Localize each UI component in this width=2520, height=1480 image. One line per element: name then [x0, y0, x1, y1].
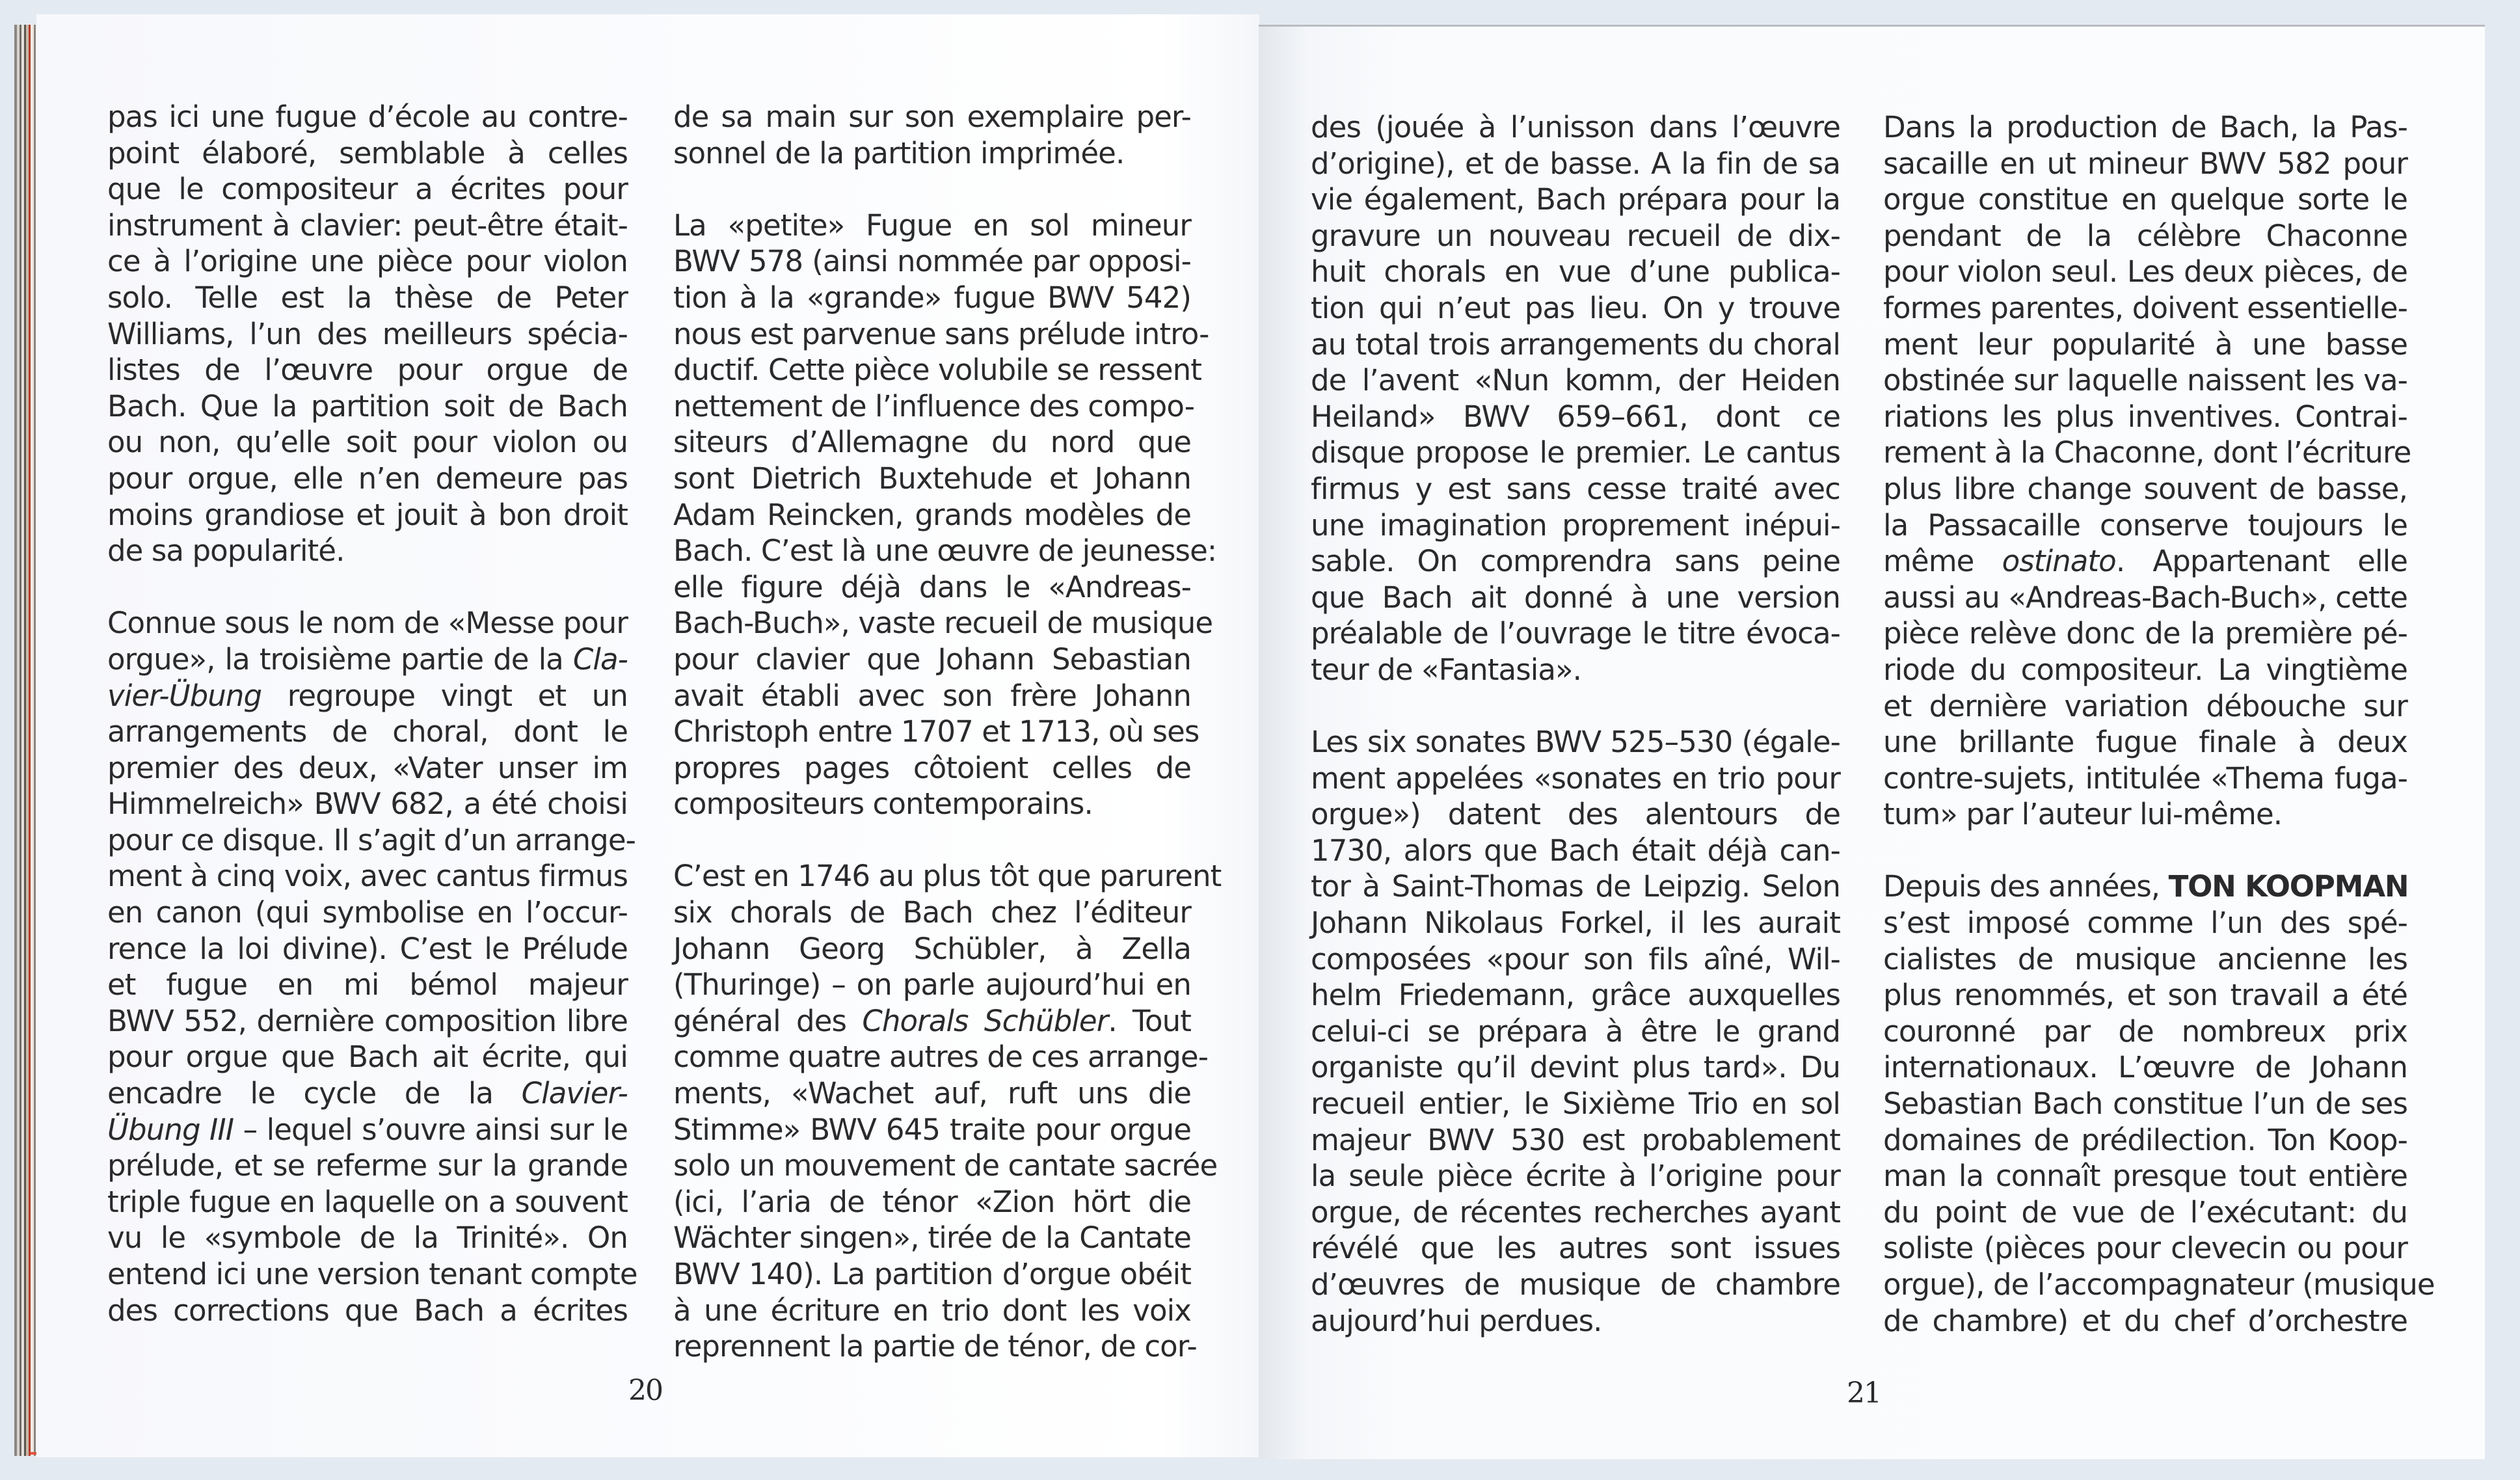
text-line: sacaille en ut mineur BWV 582 pour [1883, 146, 2407, 181]
right-page-column-1 [1311, 109, 1840, 1339]
text-line: une brillante fugue finale à deux [1883, 725, 2407, 760]
text-line: contre-sujets, intitulée «Thema fuga- [1883, 760, 2407, 796]
text-line: la seule pièce écrite à l’origine pour [1311, 1159, 1840, 1194]
italic-title: Übung III [107, 1112, 234, 1147]
text-line: de sa popularité. [107, 533, 345, 569]
text-line: général des Chorals Schübler. Tout [673, 1003, 1191, 1038]
text-line: orgue constitue en quelque sorte le [1883, 182, 2407, 217]
text-line: riode du compositeur. La vingtième [1883, 652, 2407, 687]
bold-name: TON KOOPMAN [2168, 869, 2409, 904]
text-line: des (jouée à l’unisson dans l’œuvre [1311, 110, 1840, 144]
text-line: en canon (qui symbolise en l’occur- [107, 895, 628, 930]
text-line: sont Dietrich Buxtehude et Johann [673, 461, 1191, 496]
text-line: elle figure déjà dans le «Andreas- [673, 569, 1191, 604]
text-line: encadre le cycle de la Clavier- [107, 1076, 628, 1111]
text-line: siteurs d’Allemagne du nord que [673, 425, 1191, 460]
paragraph-gap [1311, 688, 1840, 725]
text-line: pour clavier que Johann Sebastian [673, 641, 1191, 677]
right-page-column-2 [1883, 109, 2435, 1339]
text-line: pour orgue, elle n’en demeure pas [107, 461, 628, 496]
text-line: domaines de prédilection. Ton Koop- [1883, 1122, 2407, 1157]
text-line: Übung III – lequel s’ouvre ainsi sur le [107, 1112, 628, 1147]
text-line: ce à l’origine une pièce pour violon [107, 244, 628, 279]
text-line: tor à Saint-Thomas de Leipzig. Selon [1311, 869, 1840, 904]
text-line: Himmelreich» BWV 682, a été choisi [107, 787, 628, 822]
text-line: man la connaît presque tout entière [1883, 1159, 2407, 1194]
text-line: 1730, alors que Bach était déjà can- [1311, 833, 1840, 868]
text-line: comme quatre autres de ces arrange- [673, 1040, 1209, 1075]
text-line: que le compositeur a écrites pour [107, 172, 628, 207]
text-line: point élaboré, semblable à celles [107, 135, 628, 170]
text-line: majeur BWV 530 est probablement [1311, 1122, 1840, 1157]
text-line: Sebastian Bach constitue l’un de ses [1883, 1086, 2407, 1122]
text-line: Depuis des années, TON KOOPMAN [1883, 869, 2409, 904]
text-line: vie également, Bach prépara pour la [1311, 182, 1840, 217]
text-line: listes de l’œuvre pour orgue de [107, 353, 628, 388]
paragraph-gap [673, 822, 1191, 859]
paragraph-gap [1883, 833, 2407, 869]
text-line: premier des deux, «Vater unser im [107, 750, 628, 785]
text-line: la Passacaille conserve toujours le [1883, 507, 2407, 543]
text-line: organiste qu’il devint plus tard». Du [1311, 1050, 1840, 1085]
italic-title: ostinato [2002, 544, 2116, 579]
text-line: pour violon seul. Les deux pièces, de [1883, 254, 2407, 289]
italic-title: Clavier- [521, 1076, 628, 1111]
text-line: Dans la production de Bach, la Pas- [1883, 110, 2407, 144]
text-line: d’origine), et de basse. A la fin de sa [1311, 146, 1840, 181]
text-line: plus renommés, et son travail a été [1883, 978, 2407, 1013]
text-line: ment à cinq voix, avec cantus firmus [107, 859, 628, 894]
text-line: ductif. Cette pièce volubile se ressent [673, 353, 1202, 388]
text-line: des corrections que Bach a écrites [107, 1293, 628, 1328]
text-line: firmus y est sans cesse traité avec [1311, 471, 1840, 506]
text-line: Johann Georg Schübler, à Zella [673, 931, 1191, 966]
text-line: ou non, qu’elle soit pour violon ou [107, 425, 628, 460]
text-line: de sa main sur son exemplaire per- [673, 100, 1191, 134]
text-line: arrangements de choral, dont le [107, 714, 628, 749]
page-number-right: 21 [1847, 1377, 1881, 1410]
text-line: ment appelées «sonates en trio pour [1311, 760, 1840, 796]
text-line: gravure un nouveau recueil de dix- [1311, 218, 1840, 253]
text-line: de l’avent «Nun komm, der Heiden [1311, 363, 1840, 398]
page-number-left: 20 [628, 1374, 662, 1407]
text-line: Heiland» BWV 659–661, dont ce [1311, 399, 1840, 434]
left-page-column-2 [673, 99, 1222, 1365]
text-line: huit chorals en vue d’une publica- [1311, 254, 1840, 289]
text-line: orgue», la troisième partie de la Cla- [107, 641, 628, 677]
text-line: Connue sous le nom de «Messe pour [107, 606, 628, 641]
text-line: rence la loi divine). C’est le Prélude [107, 931, 628, 966]
text-line: Bach. C’est là une œuvre de jeunesse: [673, 533, 1217, 569]
text-line: BWV 552, dernière composition libre [107, 1003, 628, 1038]
text-line: Stimme» BWV 645 traite pour orgue [673, 1112, 1191, 1147]
text-line: Christoph entre 1707 et 1713, où ses [673, 714, 1200, 749]
text-line: Bach. Que la partition soit de Bach [107, 388, 628, 424]
text-line: solo. Telle est la thèse de Peter [107, 280, 628, 315]
text-line: aujourd’hui perdues. [1311, 1303, 1602, 1338]
text-line: Les six sonates BWV 525–530 (égale- [1311, 725, 1840, 760]
text-line: à une écriture en trio dont les voix [673, 1293, 1191, 1328]
text-line: ments, «Wachet auf, ruft uns die [673, 1076, 1191, 1111]
text-line: préalable de l’ouvrage le titre évoca- [1311, 616, 1840, 651]
text-line: Wächter singen», tirée de la Cantate [673, 1220, 1191, 1256]
paragraph-gap [673, 171, 1191, 208]
text-line: nous est parvenue sans prélude intro- [673, 316, 1209, 351]
text-line: La «petite» Fugue en sol mineur [673, 208, 1191, 243]
italic-title: Cla- [572, 641, 628, 677]
text-line: couronné par de nombreux prix [1883, 1014, 2407, 1049]
text-line: ment leur popularité à une basse [1883, 327, 2407, 362]
text-line: cialistes de musique ancienne les [1883, 941, 2407, 976]
text-line: pendant de la célèbre Chaconne [1883, 218, 2407, 253]
text-line: prélude, et se referme sur la grande [107, 1148, 628, 1183]
text-line: soliste (pièces pour clevecin ou pour [1883, 1231, 2407, 1266]
text-line: Williams, l’un des meilleurs spécia- [107, 316, 628, 351]
text-line: Bach-Buch», vaste recueil de musique [673, 606, 1213, 641]
text-line: compositeurs contemporains. [673, 787, 1093, 822]
text-line: Johann Nikolaus Forkel, il les aurait [1311, 906, 1840, 941]
text-line: orgue») datent des alentours de [1311, 797, 1840, 832]
text-line: solo un mouvement de cantate sacrée [673, 1148, 1218, 1183]
text-line: nettement de l’influence des compo- [673, 388, 1195, 424]
text-line: riations les plus inventives. Contrai- [1883, 399, 2407, 434]
paragraph-gap [107, 569, 628, 606]
text-line: Adam Reincken, grands modèles de [673, 497, 1191, 532]
left-page-column-1 [107, 99, 637, 1328]
text-line: s’est imposé comme l’un des spé- [1883, 906, 2407, 941]
text-line: pièce relève donc de la première pé- [1883, 616, 2407, 651]
text-line: du point de vue de l’exécutant: du [1883, 1194, 2407, 1230]
text-line: teur de «Fantasia». [1311, 652, 1582, 687]
text-line: révélé que les autres sont issues [1311, 1231, 1840, 1266]
text-line: orgue, de récentes recherches ayant [1311, 1194, 1840, 1230]
text-line: disque propose le premier. Le cantus [1311, 435, 1840, 470]
text-line: instrument à clavier: peut-être était- [107, 208, 628, 243]
text-line: plus libre change souvent de basse, [1883, 471, 2407, 506]
italic-title: vier-Übung [107, 678, 262, 713]
text-line: (ici, l’aria de ténor «Zion hört die [673, 1184, 1191, 1219]
text-line: une imagination proprement inépui- [1311, 507, 1840, 543]
text-line: d’œuvres de musique de chambre [1311, 1267, 1840, 1302]
text-line: BWV 140). La partition d’orgue obéit [673, 1257, 1191, 1291]
text-line: et fugue en mi bémol majeur [107, 967, 628, 1002]
text-line: de chambre) et du chef d’orchestre [1883, 1303, 2407, 1338]
text-line: moins grandiose et jouit à bon droit [107, 497, 628, 532]
text-line: propres pages côtoient celles de [673, 750, 1191, 785]
text-line: sonnel de la partition imprimée. [673, 135, 1125, 170]
text-line: même ostinato. Appartenant elle [1883, 544, 2407, 579]
text-line: au total trois arrangements du choral [1311, 327, 1840, 362]
text-line: tion à la «grande» fugue BWV 542) [673, 280, 1191, 315]
text-line: celui-ci se prépara à être le grand [1311, 1014, 1840, 1049]
text-line: internationaux. L’œuvre de Johann [1883, 1050, 2407, 1085]
booklet-page-edges [14, 25, 38, 1456]
text-line: (Thuringe) – on parle aujourd’hui en [673, 967, 1191, 1002]
text-line: vu le «symbole de la Trinité». On [107, 1220, 628, 1256]
text-line: helm Friedemann, grâce auxquelles [1311, 978, 1840, 1013]
text-line: triple fugue en laquelle on a souvent [107, 1184, 628, 1219]
text-line: tum» par l’auteur lui-même. [1883, 797, 2283, 832]
text-line: six chorals de Bach chez l’éditeur [673, 895, 1191, 930]
text-line: pour ce disque. Il s’agit d’un arrange- [107, 822, 636, 857]
text-line: obstinée sur laquelle naissent les va- [1883, 363, 2407, 398]
text-line: et dernière variation débouche sur [1883, 688, 2407, 723]
text-line: rement à la Chaconne, dont l’écriture [1883, 435, 2411, 470]
text-line: composées «pour son fils aîné, Wil- [1311, 941, 1840, 976]
text-line: pas ici une fugue d’école au contre- [107, 100, 628, 134]
text-line: C’est en 1746 au plus tôt que parurent [673, 859, 1222, 894]
text-line: BWV 578 (ainsi nommée par opposi- [673, 244, 1191, 279]
text-line: formes parentes, doivent essentielle- [1883, 290, 2407, 325]
text-line: vier-Übung regroupe vingt et un [107, 678, 628, 713]
text-line: que Bach ait donné à une version [1311, 580, 1840, 615]
text-line: tion qui n’eut pas lieu. On y trouve [1311, 290, 1840, 325]
text-line: pour orgue que Bach ait écrite, qui [107, 1040, 628, 1075]
text-line: reprennent la partie de ténor, de cor- [673, 1329, 1197, 1364]
text-line: avait établi avec son frère Johann [673, 678, 1191, 713]
text-line: sable. On comprendra sans peine [1311, 544, 1840, 579]
text-line: aussi au «Andreas-Bach-Buch», cette [1883, 580, 2407, 615]
text-line: entend ici une version tenant compte [107, 1257, 637, 1291]
italic-title: Chorals Schübler [862, 1003, 1108, 1038]
text-line: orgue), de l’accompagnateur (musique [1883, 1267, 2435, 1302]
text-line: recueil entier, le Sixième Trio en sol [1311, 1086, 1840, 1122]
